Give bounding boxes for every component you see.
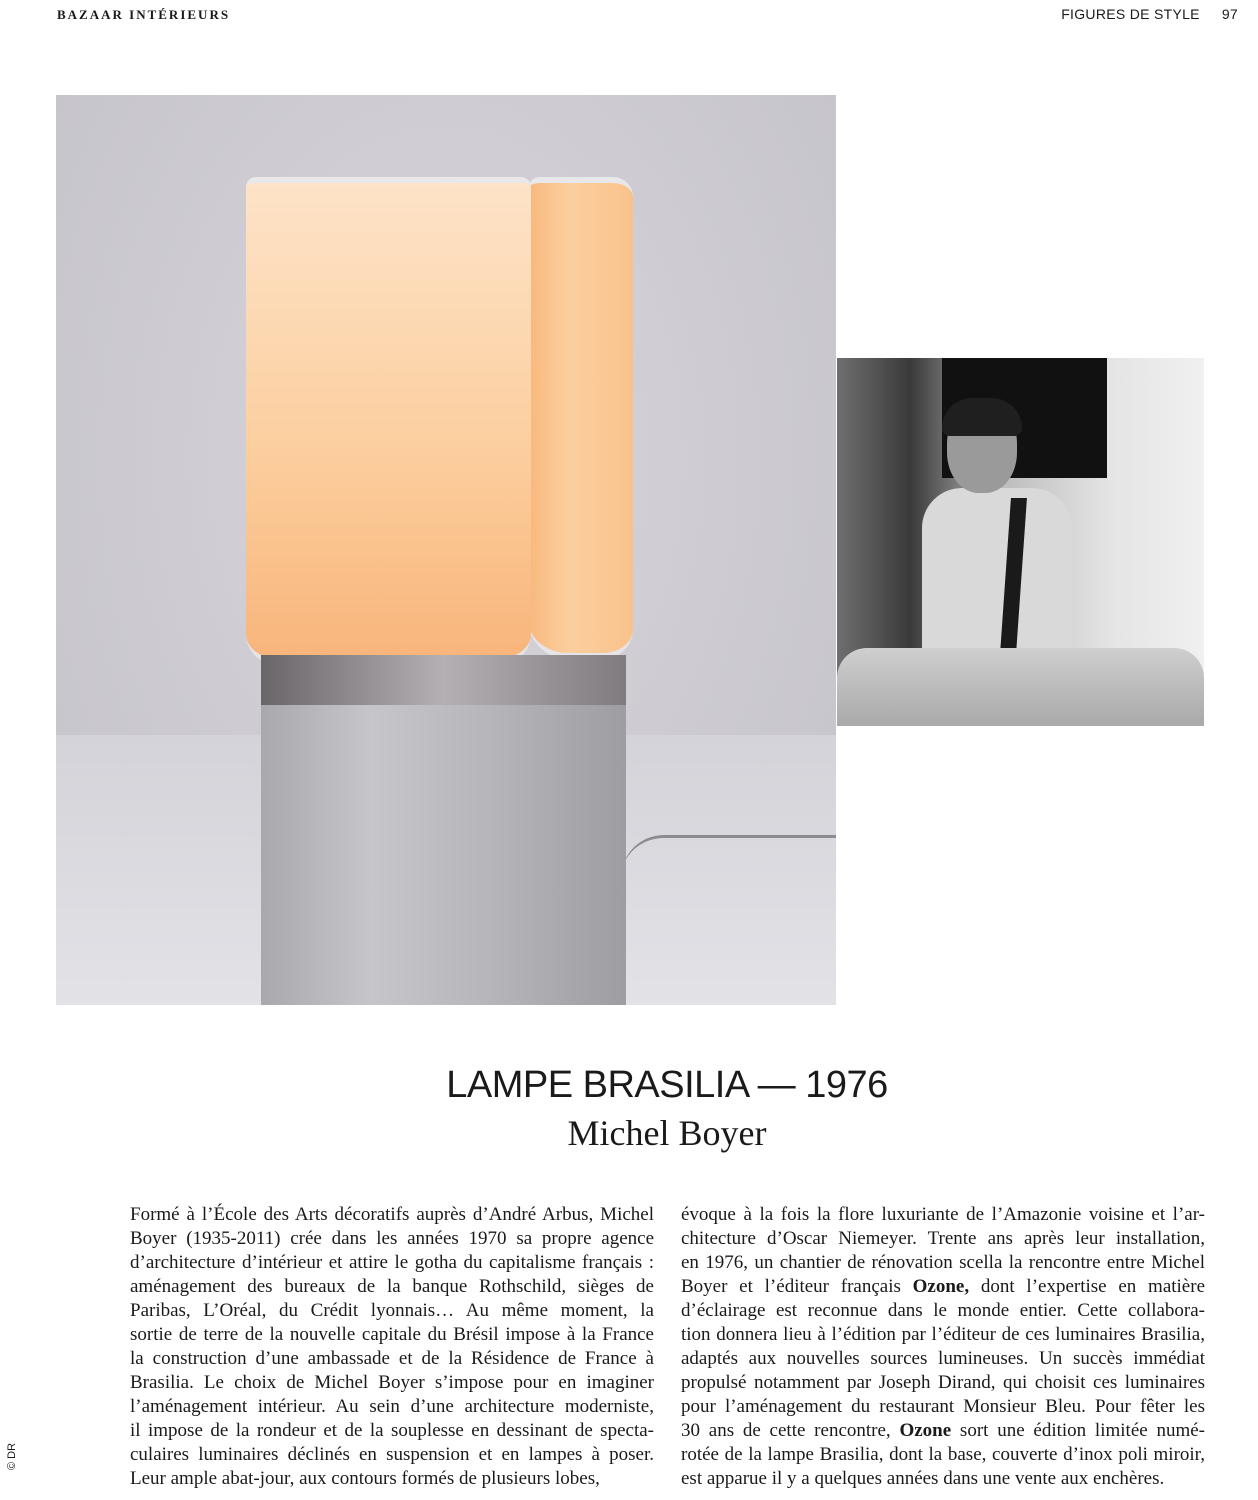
text-segment: Formé à l’École des Arts décoratifs auprès d’André Arbus, Michel	[130, 1204, 654, 1225]
body-text-line	[681, 1467, 1205, 1491]
body-column-1	[130, 1203, 654, 1491]
text-segment: Brasilia. Le choix de Michel Boyer s’impose pour en imaginer	[130, 1372, 654, 1393]
portrait-sofa	[837, 648, 1204, 726]
body-text-line	[681, 1395, 1205, 1419]
designer-portrait-photo	[837, 358, 1204, 726]
text-segment: Boyer (1935-2011) crée dans les années 1970 sa propre agence	[130, 1228, 654, 1249]
body-text-line	[130, 1467, 654, 1491]
text-segment: d’éclairage est reconnue dans le monde entier. Cette collabora-	[681, 1300, 1205, 1321]
lamp-shade	[246, 177, 531, 664]
text-segment: 30 ans de cette rencontre,	[681, 1420, 900, 1441]
body-text-line	[681, 1371, 1205, 1395]
text-segment: la construction d’une ambassade et de la Résidence de France à	[130, 1348, 654, 1369]
text-segment: il impose de la rondeur et de la souplesse en dessinant de specta-	[130, 1420, 654, 1441]
body-text-line	[681, 1347, 1205, 1371]
body-text-line	[681, 1203, 1205, 1227]
body-text-line	[130, 1395, 654, 1419]
body-text-line	[130, 1275, 654, 1299]
body-text-line	[130, 1203, 654, 1227]
text-segment: dont l’expertise en matière	[969, 1276, 1205, 1297]
lamp-photo	[56, 95, 836, 1005]
body-text-line	[681, 1251, 1205, 1275]
text-segment: sort une édition limitée numé-	[951, 1420, 1205, 1441]
body-column-2	[681, 1203, 1205, 1491]
photo-credit: © DR	[6, 1442, 18, 1470]
body-text-line	[130, 1323, 654, 1347]
portrait-hair	[942, 398, 1022, 436]
text-segment: adaptés aux nouvelles sources lumineuses. Un succès immédiat	[681, 1348, 1205, 1369]
body-text-line	[681, 1275, 1205, 1299]
text-segment: Paribas, L’Oréal, du Crédit lyonnais… Au même moment, la	[130, 1300, 654, 1321]
body-text-line	[130, 1443, 654, 1467]
text-segment: culaires luminaires déclinés en suspension et en lampes à poser.	[130, 1444, 654, 1465]
page-number: 97	[1221, 6, 1238, 22]
text-segment: sortie de terre de la nouvelle capitale du Brésil impose à la France	[130, 1324, 654, 1345]
text-segment: pour l’aménagement du restaurant Monsieur Bleu. Pour fêter les	[681, 1396, 1205, 1417]
page-header	[1039, 6, 1238, 22]
brand-name: Ozone	[899, 1420, 952, 1441]
text-segment: Leur ample abat-jour, aux contours formés de plusieurs lobes,	[130, 1468, 600, 1489]
body-text-line	[681, 1419, 1205, 1443]
text-segment: en 1976, un chantier de rénovation scella la rencontre entre Michel	[681, 1252, 1205, 1273]
body-text-line	[681, 1443, 1205, 1467]
text-segment: chitecture d’Oscar Niemeyer. Trente ans après leur installation,	[681, 1228, 1205, 1249]
lamp-base	[261, 705, 626, 1005]
lamp-base-top	[261, 655, 626, 707]
body-text-line	[130, 1371, 654, 1395]
text-segment: aménagement des bureaux de la banque Rothschild, sièges de	[130, 1276, 654, 1297]
text-segment: évoque à la fois la flore luxuriante de l’Amazonie voisine et l’ar-	[681, 1204, 1205, 1225]
body-text-line	[130, 1227, 654, 1251]
text-segment: est apparue il y a quelques années dans une vente aux enchères.	[681, 1468, 1165, 1489]
article-designer: Michel Boyer	[567, 1113, 767, 1153]
body-text-line	[681, 1299, 1205, 1323]
body-text-line	[681, 1227, 1205, 1251]
text-segment: rotée de la lampe Brasilia, dont la base, couverte d’inox poli miroir,	[681, 1444, 1205, 1465]
text-segment: d’architecture d’intérieur et attire le gotha du capitalisme français :	[130, 1252, 654, 1273]
body-text-line	[681, 1323, 1205, 1347]
lamp-shade-right-lobe	[528, 177, 633, 659]
brand-name: Ozone,	[912, 1276, 970, 1297]
text-segment: Boyer et l’éditeur français	[681, 1276, 913, 1297]
lamp-cable	[621, 835, 836, 878]
section-name: FIGURES DE STYLE	[1061, 6, 1200, 22]
body-text-line	[130, 1419, 654, 1443]
article-title: LAMPE BRASILIA — 1976	[446, 1064, 888, 1106]
text-segment: propulsé notamment par Joseph Dirand, qui choisit ces luminaires	[681, 1372, 1205, 1393]
body-text-line	[130, 1299, 654, 1323]
body-text-line	[130, 1251, 654, 1275]
text-segment: tion donnera lieu à l’édition par l’éditeur de ces luminaires Brasilia,	[681, 1324, 1205, 1345]
magazine-name: BAZAAR INTÉRIEURS	[57, 7, 231, 22]
body-text-line	[130, 1347, 654, 1371]
text-segment: l’aménagement intérieur. Au sein d’une architecture moderniste,	[130, 1396, 654, 1417]
